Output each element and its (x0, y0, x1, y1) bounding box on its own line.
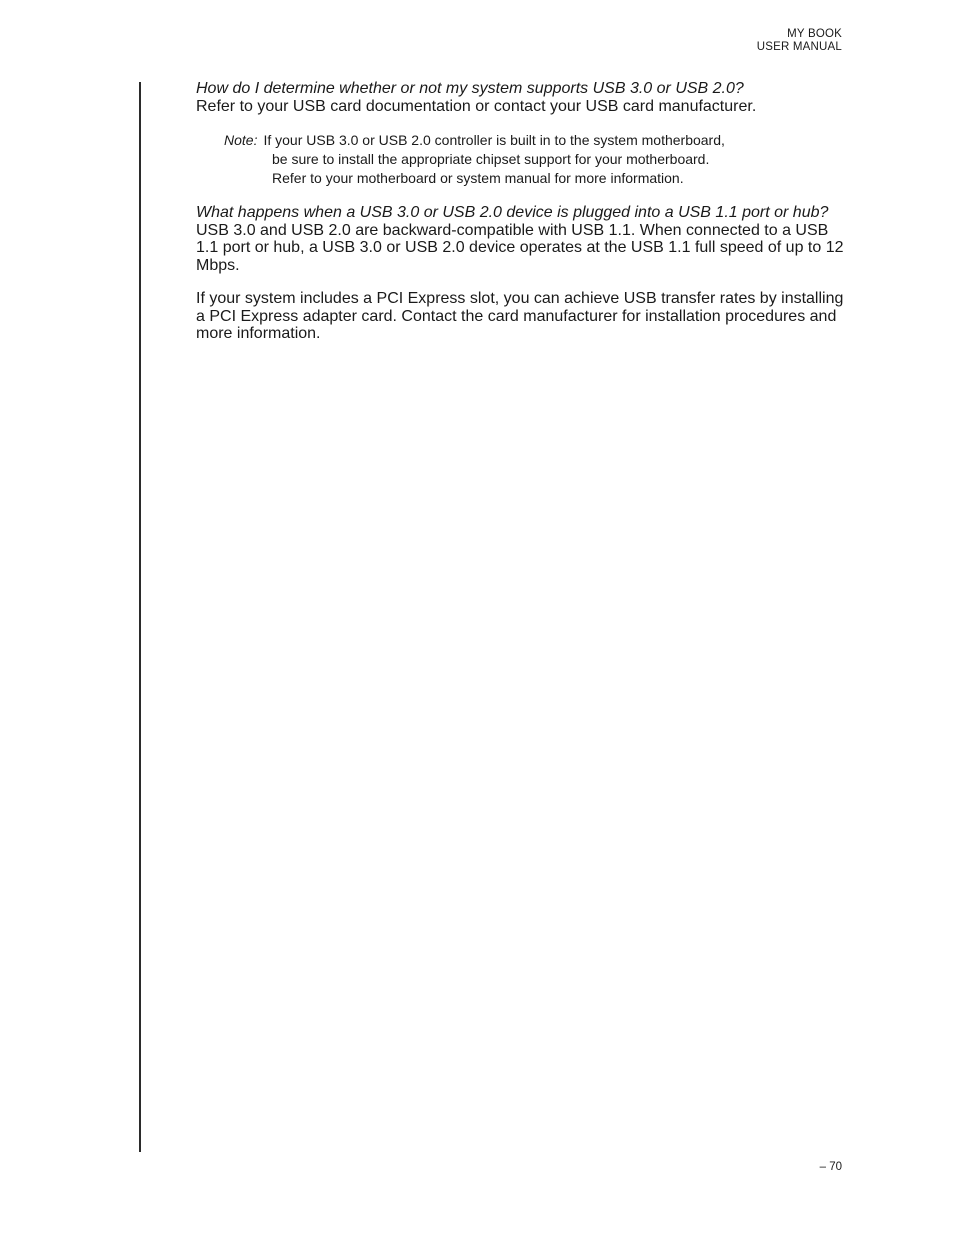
faq-question-usb-support: How do I determine whether or not my system supports USB 3.0 or USB 2.0? (196, 80, 744, 97)
faq-answer-usb-support: Refer to your USB card documentation or contact your USB card manufacturer. (196, 97, 757, 115)
header-document-title: USER MANUAL (756, 41, 842, 53)
faq-answer-usb-compatibility: USB 3.0 and USB 2.0 are backward-compatible with USB 1.1. When connected to a USB 1.1 port or hub, a USB 3.0 or USB 2.0 device operates at the USB 1.1 full speed of up to 12 Mbps. (196, 221, 844, 274)
note-line-1: If your USB 3.0 or USB 2.0 controller is built in to the system motherboard, (263, 132, 725, 148)
note-line-3: Refer to your motherboard or system manual for more information. (272, 170, 684, 186)
running-header (757, 28, 842, 54)
faq-answer-pci-express: If your system includes a PCI Express slot, you can achieve USB transfer rates by installing a PCI Express adapter card. Contact the card manufacturer for installation procedures and more information. (196, 290, 844, 342)
margin-rule (139, 82, 141, 1152)
note-block (224, 131, 844, 188)
note-label: Note: (224, 132, 258, 148)
page-content (196, 80, 844, 343)
header-product-name: MY BOOK (787, 28, 842, 40)
page-number: – 70 (819, 1161, 842, 1173)
note-line-2: be sure to install the appropriate chipset support for your motherboard. (272, 151, 710, 167)
faq-question-usb-compatibility: What happens when a USB 3.0 or USB 2.0 device is plugged into a USB 1.1 port or hub? (196, 204, 829, 221)
